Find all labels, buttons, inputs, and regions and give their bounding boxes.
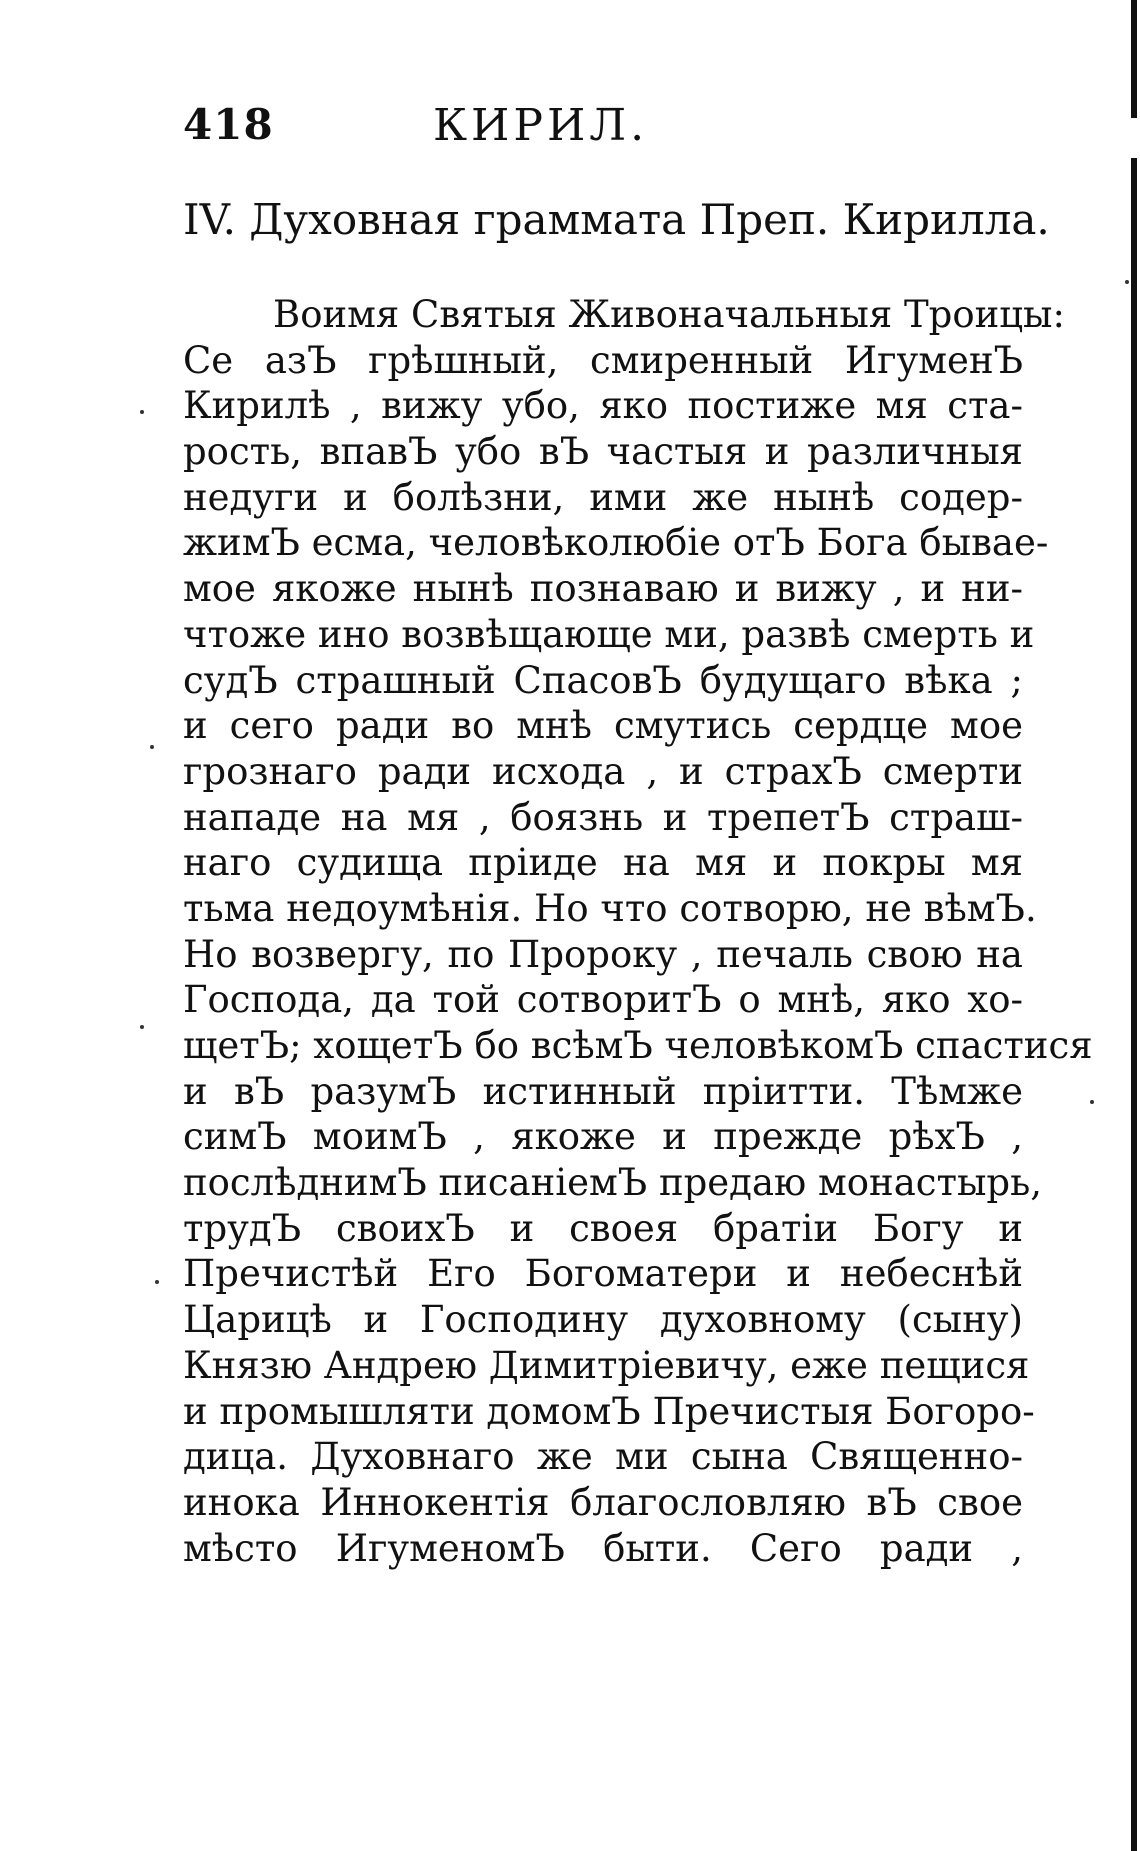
text-line: инока Иннокентія благословляю вЪ свое	[183, 1480, 1023, 1524]
running-title: КИРИЛ.	[433, 100, 649, 151]
scan-speck	[1090, 1100, 1094, 1104]
text-line: мѣсто ИгуменомЪ быти. Сего ради ,	[183, 1526, 1023, 1570]
text-line: жимЪ есма, человѣколюбіе отЪ Бога бывае-	[183, 521, 1049, 565]
text-line: послѣднимЪ писаніемЪ предаю монастырь,	[183, 1161, 1043, 1205]
scan-speck	[155, 1280, 159, 1284]
scan-speck	[150, 745, 154, 749]
text-line: мое якоже нынѣ познаваю и вижу , и ни-	[183, 567, 1023, 611]
text-line: Пречистѣй Его Богоматери и небеснѣй	[183, 1252, 1023, 1296]
text-line: недуги и болѣзни, ими же нынѣ содер-	[183, 475, 1023, 519]
text-line: чтоже ино возвѣщающе ми, развѣ смерть и	[183, 612, 1035, 656]
text-line: Князю Андрею Димитріевичу, еже пещися	[183, 1343, 1030, 1387]
page-header	[183, 100, 1023, 160]
text-line: Господа, да той сотворитЪ о мнѣ, яко хо-	[183, 978, 1023, 1022]
text-line: тьма недоумѣнія. Но что сотворю, не вѣмЪ.	[183, 886, 1037, 930]
text-line: и промышляти домомЪ Пречистыя Богоро-	[183, 1389, 1035, 1433]
page-number: 418	[183, 100, 274, 149]
text-line: щетЪ; хощетЪ бо всѣмЪ человѣкомЪ спастися	[183, 1024, 1093, 1067]
text-line: дица. Духовнаго же ми сына Священно-	[183, 1435, 1023, 1479]
page-edge-gap	[1126, 118, 1140, 158]
scan-speck	[140, 1025, 144, 1029]
text-line: Воимя Святыя Живоначальныя Троицы:	[273, 293, 1065, 336]
text-line: Кирилѣ , вижу убо, яко постиже мя ста-	[183, 384, 1023, 428]
body-text	[183, 292, 1093, 1571]
text-line: Се азЪ грѣшный, смиренный ИгуменЪ	[183, 338, 1023, 382]
text-line: нападе на мя , боязнь и трепетЪ страш-	[183, 795, 1023, 839]
text-line: симЪ моимЪ , якоже и прежде рѣхЪ ,	[183, 1115, 1023, 1159]
page-edge-rule	[1131, 0, 1137, 1851]
scan-speck	[1125, 280, 1129, 284]
text-line: наго судища пріиде на мя и покры мя	[183, 841, 1023, 885]
section-heading: IV. Духовная граммата Преп. Кирилла.	[183, 195, 1050, 244]
text-line: Но возвергу, по Пророку , печаль свою на	[183, 932, 1023, 976]
text-line: рость, впавЪ убо вЪ частыя и различныя	[183, 430, 1023, 474]
text-line: судЪ страшный СпасовЪ будущаго вѣка ;	[183, 658, 1023, 702]
text-line: трудЪ своихЪ и своея братіи Богу и	[183, 1206, 1023, 1250]
text-line: и вЪ разумЪ истинный пріитти. Тѣмже	[183, 1069, 1023, 1113]
text-line: грознаго ради исхода , и страхЪ смерти	[183, 749, 1023, 793]
scan-speck	[140, 410, 144, 414]
text-line: Царицѣ и Господину духовному (сыну)	[183, 1298, 1023, 1342]
text-line: и сего ради во мнѣ смутись сердце мое	[183, 704, 1023, 748]
